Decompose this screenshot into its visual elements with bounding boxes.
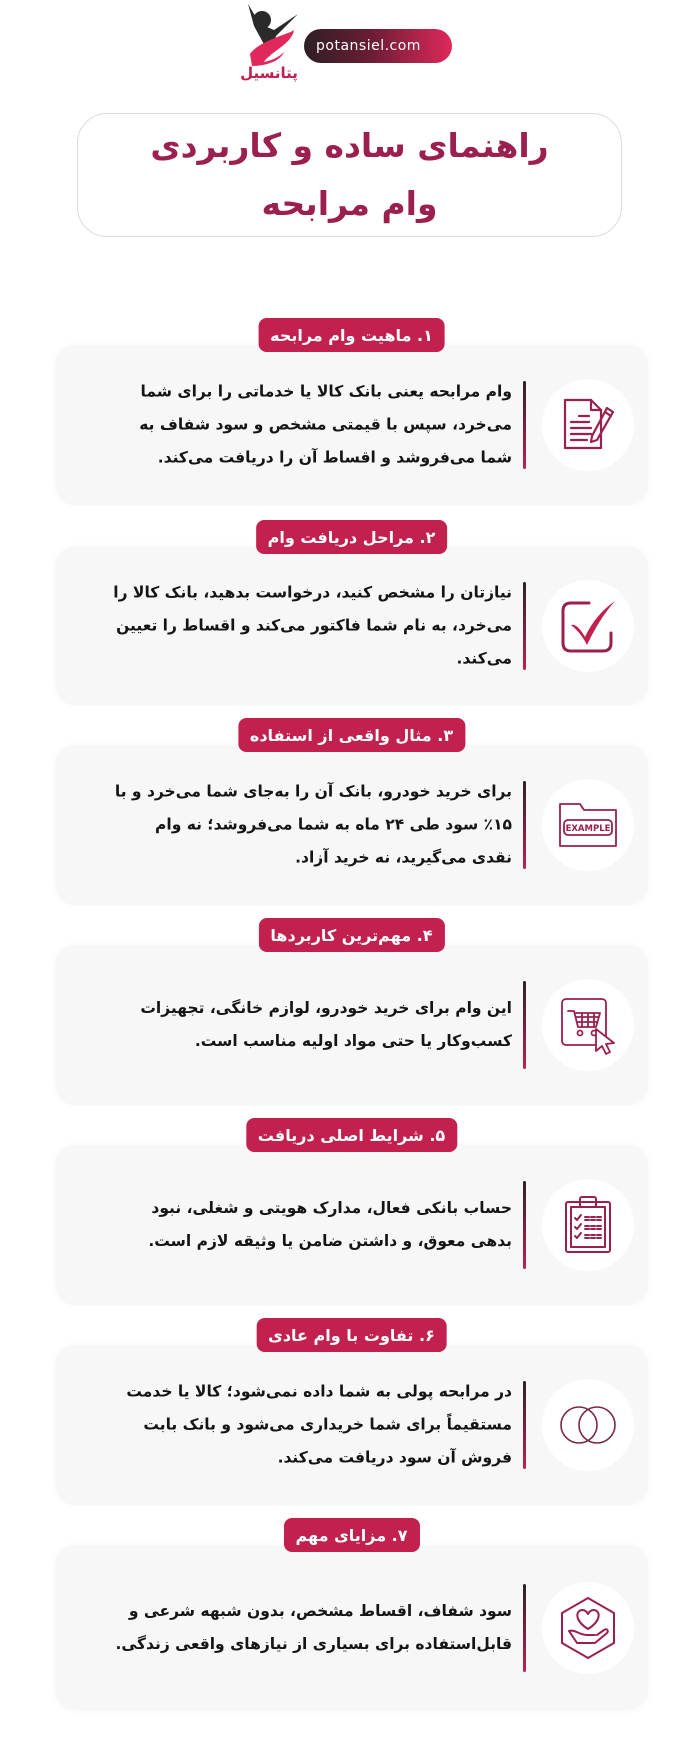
section-4 [55,925,648,1105]
section-text: نیازتان را مشخص کنید، درخواست بدهید، بانک کالا را می‌خرد، به نام شما فاکتور می‌کند و اقساط را تعیین می‌کند. [113,583,512,668]
section-text: برای خرید خودرو، بانک آن را به‌جای شما می‌خرد و با ۱۵٪ سود طی ۲۴ ماه به شما می‌فروشد؛ نه وام نقدی می‌گیرید، نه خرید آزاد. [114,782,512,867]
title-box [77,113,622,237]
section-2 [55,527,648,705]
svg-text:EXAMPLE: EXAMPLE [565,824,611,834]
accent-divider [523,381,526,469]
section-text: سود شفاف، اقساط مشخص، بدون شبهه شرعی و قابل‌استفاده برای بسیاری از نیازهای واقعی زندگی. [115,1601,512,1653]
section-badge: ۷. مزایای مهم [283,1518,419,1552]
site-url-badge[interactable]: potansiel.com [304,29,452,63]
section-badge: ۱. ماهیت وام مرابحه [258,318,445,352]
accent-divider [523,582,526,670]
section-text: حساب بانکی فعال، مدارک هویتی و شغلی، نبود بدهی معوق، و داشتن ضامن یا وثیقه لازم است. [148,1199,512,1250]
section-badge: ۵. شرایط اصلی دریافت [246,1118,457,1152]
logo-text: پتانسیل [240,64,298,82]
section-5 [55,1125,648,1305]
section-badge: ۲. مراحل دریافت وام [256,520,448,554]
section-7 [55,1525,648,1710]
accent-divider [523,1584,526,1672]
document-pen-icon [542,379,634,471]
clipboard-checklist-icon [542,1179,634,1271]
section-text: این وام برای خرید خودرو، لوازم خانگی، تجهیزات کسب‌وکار یا حتی مواد اولیه مناسب است. [140,999,512,1050]
section-text: وام مرابحه یعنی بانک کالا یا خدماتی را برای شما می‌خرد، سپس با قیمتی مشخص و سود شفاف به شما می‌فروشد و اقساط آن را دریافت می‌کند. [139,382,512,467]
overlapping-circles-icon [542,1379,634,1471]
section-badge: ۴. مهم‌ترین کاربردها [258,918,444,952]
accent-divider [523,1381,526,1469]
section-1 [55,325,648,505]
section-6 [55,1325,648,1505]
accent-divider [523,781,526,869]
page-title: راهنمای ساده و کاربردی وام مرابحه [150,126,549,223]
accent-divider [523,1181,526,1269]
section-badge: ۳. مثال واقعی از استفاده [238,718,465,752]
section-badge: ۶. تفاوت با وام عادی [256,1318,447,1352]
checkbox-check-icon [542,580,634,672]
section-3 [55,725,648,905]
shopping-cart-click-icon [542,979,634,1071]
hand-heart-hexagon-icon [542,1582,634,1674]
accent-divider [523,981,526,1069]
section-text: در مرابحه پولی به شما داده نمی‌شود؛ کالا یا خدمت مستقیماً برای شما خریداری می‌شود و بانک بابت فروش آن سود دریافت می‌کند. [126,1382,512,1467]
example-folder-icon [542,779,634,871]
